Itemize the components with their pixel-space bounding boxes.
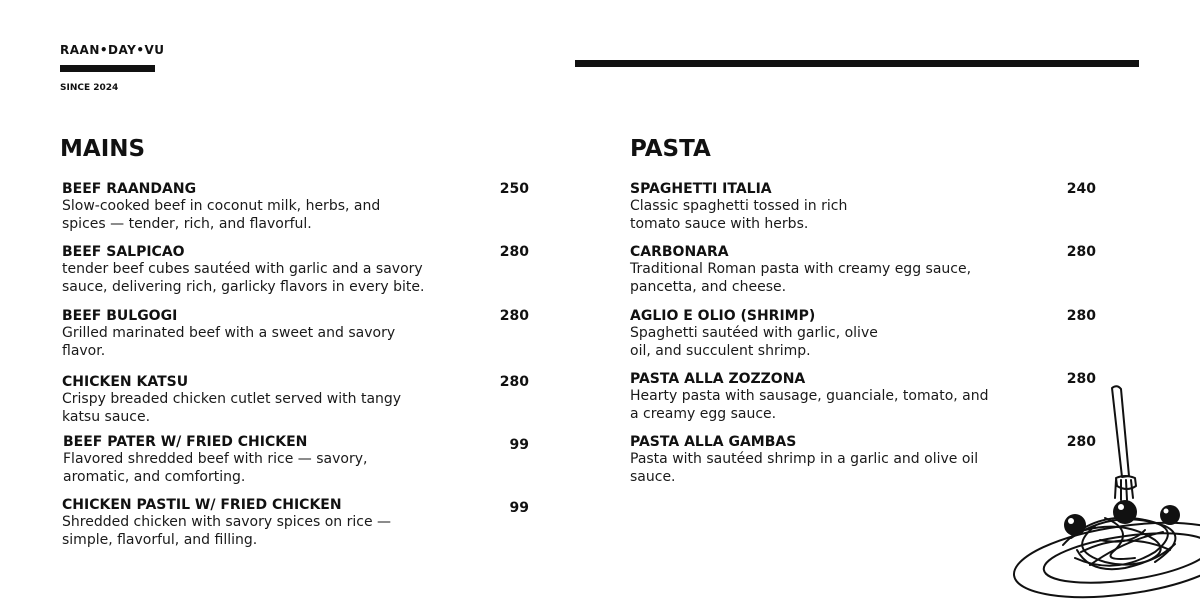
item-price: 280 bbox=[1066, 434, 1096, 450]
menu-item-pasta-4 bbox=[630, 433, 1030, 486]
menu-item-pasta-2 bbox=[630, 307, 1030, 360]
item-description: Flavored shredded beef with rice — savory, aromatic, and comforting. bbox=[63, 451, 368, 485]
item-name: CARBONARA bbox=[630, 244, 729, 260]
item-price: 250 bbox=[499, 181, 529, 197]
menu-item-pasta-1 bbox=[630, 243, 1030, 296]
item-description: Pasta with sautéed shrimp in a garlic and olive oil sauce. bbox=[630, 451, 979, 485]
pasta-title: PASTA bbox=[630, 136, 711, 162]
item-price: 280 bbox=[499, 244, 529, 260]
menu-item-mains-1 bbox=[62, 243, 462, 296]
item-description: tender beef cubes sautéed with garlic and a savory sauce, delivering rich, garlicky flavors in every bite. bbox=[62, 261, 425, 295]
item-price: 99 bbox=[509, 500, 529, 516]
menu-item-mains-3 bbox=[62, 373, 462, 426]
item-description: Shredded chicken with savory spices on rice — simple, flavorful, and filling. bbox=[62, 514, 392, 548]
header-rule bbox=[575, 60, 1139, 67]
menu-item-mains-2 bbox=[62, 307, 462, 360]
item-price: 280 bbox=[499, 308, 529, 324]
item-name: CHICKEN PASTIL W/ FRIED CHICKEN bbox=[62, 497, 342, 513]
item-name: BEEF PATER W/ FRIED CHICKEN bbox=[63, 434, 308, 450]
item-price: 240 bbox=[1066, 181, 1096, 197]
item-price: 280 bbox=[1066, 244, 1096, 260]
item-description: Classic spaghetti tossed in rich tomato sauce with herbs. bbox=[630, 198, 848, 232]
item-description: Crispy breaded chicken cutlet served with tangy katsu sauce. bbox=[62, 391, 402, 425]
item-name: BEEF SALPICAO bbox=[62, 244, 185, 260]
item-description: Grilled marinated beef with a sweet and savory flavor. bbox=[62, 325, 396, 359]
item-description: Hearty pasta with sausage, guanciale, tomato, and a creamy egg sauce. bbox=[630, 388, 989, 422]
item-description: Slow-cooked beef in coconut milk, herbs, and spices — tender, rich, and flavorful. bbox=[62, 198, 381, 232]
brand-underline bbox=[60, 65, 155, 72]
item-price: 280 bbox=[1066, 308, 1096, 324]
item-name: PASTA ALLA ZOZZONA bbox=[630, 371, 806, 387]
menu-item-mains-0 bbox=[62, 180, 462, 233]
item-description: Spaghetti sautéed with garlic, olive oil, and succulent shrimp. bbox=[630, 325, 878, 359]
item-name: AGLIO E OLIO (SHRIMP) bbox=[630, 308, 816, 324]
mains-title: MAINS bbox=[60, 136, 146, 162]
item-price: 99 bbox=[509, 437, 529, 453]
item-name: BEEF RAANDANG bbox=[62, 181, 197, 197]
item-price: 280 bbox=[499, 374, 529, 390]
since-label: SINCE 2024 bbox=[60, 83, 119, 93]
menu-item-pasta-3 bbox=[630, 370, 1030, 423]
menu-item-pasta-0 bbox=[630, 180, 1030, 233]
item-name: BEEF BULGOGI bbox=[62, 308, 178, 324]
item-name: SPAGHETTI ITALIA bbox=[630, 181, 772, 197]
item-description: Traditional Roman pasta with creamy egg sauce, pancetta, and cheese. bbox=[630, 261, 972, 295]
brand-name: RAAN•DAY•VU bbox=[60, 43, 165, 57]
pasta-plate-fork-icon bbox=[1005, 380, 1200, 600]
menu-item-mains-4 bbox=[63, 433, 463, 486]
item-name: CHICKEN KATSU bbox=[62, 374, 189, 390]
item-name: PASTA ALLA GAMBAS bbox=[630, 434, 797, 450]
item-price: 280 bbox=[1066, 371, 1096, 387]
menu-item-mains-5 bbox=[62, 496, 462, 549]
